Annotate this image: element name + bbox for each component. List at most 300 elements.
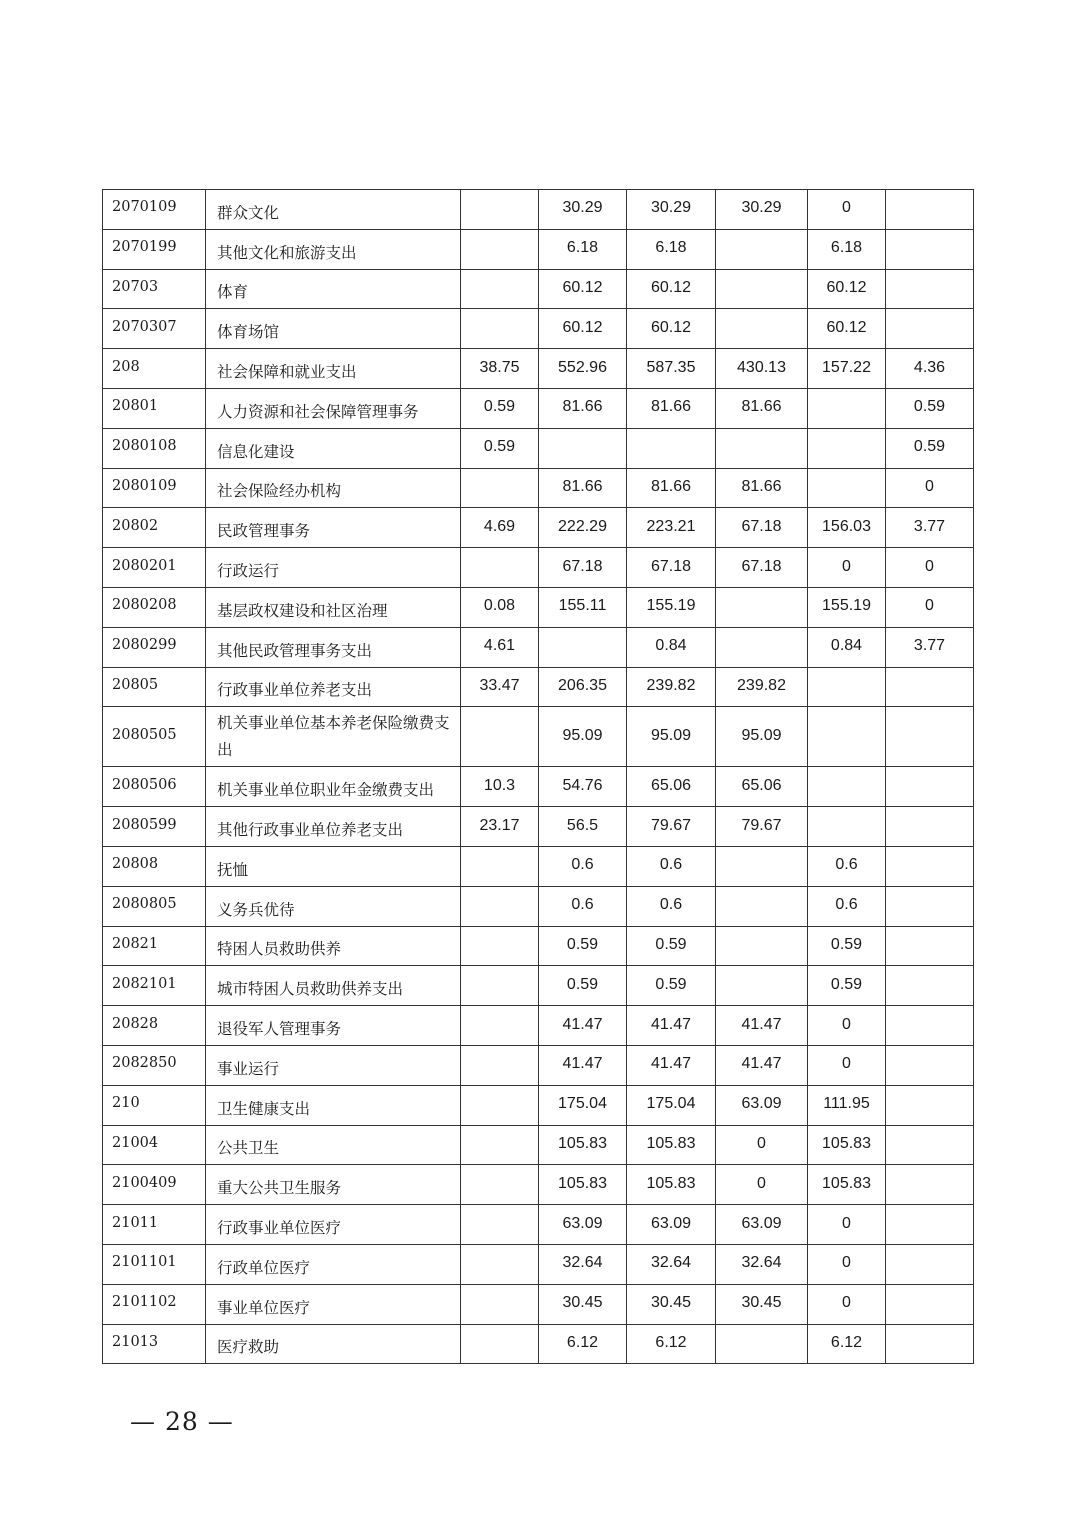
amount-cell-1	[461, 1244, 539, 1284]
amount-cell-2	[539, 190, 627, 230]
amount-cell-6	[886, 548, 974, 588]
subject-name-cell	[206, 548, 461, 588]
amount-cell-5	[808, 1284, 886, 1324]
subject-code: 21004	[112, 1134, 159, 1151]
amount-cell-4	[716, 349, 808, 389]
subject-code-cell	[103, 428, 206, 468]
amount-value: 33.47	[479, 676, 520, 694]
amount-value: 6.12	[655, 1333, 687, 1351]
table-row	[103, 707, 974, 767]
amount-cell-4	[716, 1244, 808, 1284]
amount-cell-6	[886, 349, 974, 389]
amount-cell-3	[627, 886, 716, 926]
amount-cell-6	[886, 468, 974, 508]
amount-cell-3	[627, 428, 716, 468]
amount-cell-5	[808, 807, 886, 847]
amount-value: 10.3	[483, 776, 516, 794]
amount-cell-3	[627, 1205, 716, 1245]
amount-value: 222.29	[558, 517, 607, 535]
amount-value: 105.83	[822, 1174, 871, 1192]
amount-cell-2	[539, 309, 627, 349]
amount-cell-5	[808, 229, 886, 269]
table-row	[103, 1125, 974, 1165]
amount-value: 105.83	[646, 1174, 696, 1192]
amount-cell-6	[886, 1284, 974, 1324]
amount-cell-4	[716, 767, 808, 807]
table-row	[103, 667, 974, 707]
subject-code: 2080599	[112, 816, 177, 833]
amount-value: 0	[925, 597, 934, 615]
amount-cell-5	[808, 587, 886, 627]
table-row	[103, 1165, 974, 1205]
subject-code-cell	[103, 229, 206, 269]
subject-code: 2080506	[112, 776, 177, 793]
amount-cell-6	[886, 587, 974, 627]
amount-value: 0	[842, 557, 851, 575]
amount-cell-3	[627, 1006, 716, 1046]
subject-code-cell	[103, 1324, 206, 1364]
subject-code-cell	[103, 1125, 206, 1165]
amount-value: 60.12	[650, 318, 692, 336]
amount-value: 0.59	[913, 438, 946, 456]
amount-cell-2	[539, 667, 627, 707]
amount-value: 239.82	[737, 676, 786, 694]
subject-code: 2080805	[112, 896, 177, 913]
subject-code: 2080108	[112, 438, 177, 455]
amount-value: 0	[925, 557, 934, 575]
amount-value: 105.83	[822, 1134, 871, 1152]
table-row	[103, 627, 974, 667]
subject-name-cell	[206, 468, 461, 508]
subject-code: 2101101	[112, 1254, 177, 1271]
amount-cell-5	[808, 707, 886, 767]
subject-name-cell	[206, 428, 461, 468]
table-row	[103, 1324, 974, 1364]
amount-cell-4	[716, 966, 808, 1006]
amount-value: 81.66	[562, 398, 603, 416]
amount-cell-5	[808, 966, 886, 1006]
amount-value: 6.18	[655, 239, 687, 257]
amount-cell-5	[808, 846, 886, 886]
amount-value: 0.59	[566, 935, 599, 953]
amount-cell-2	[539, 269, 627, 309]
table-row	[103, 309, 974, 349]
amount-cell-4	[716, 1085, 808, 1125]
amount-cell-2	[539, 966, 627, 1006]
subject-name-cell	[206, 966, 461, 1006]
amount-value: 111.95	[823, 1095, 870, 1113]
amount-cell-2	[539, 707, 627, 767]
amount-cell-5	[808, 667, 886, 707]
amount-value: 0.6	[659, 856, 683, 874]
amount-cell-2	[539, 229, 627, 269]
subject-name: 其他文化和旅游支出	[217, 243, 357, 262]
subject-code-cell	[103, 508, 206, 548]
amount-value: 65.06	[650, 776, 692, 794]
subject-code-cell	[103, 767, 206, 807]
table-row	[103, 269, 974, 309]
table-row	[103, 508, 974, 548]
amount-value: 157.22	[822, 358, 871, 376]
amount-value: 4.69	[483, 517, 516, 535]
amount-value: 63.09	[741, 1095, 782, 1113]
table-row	[103, 388, 974, 428]
amount-cell-3	[627, 926, 716, 966]
amount-value: 6.12	[566, 1333, 599, 1351]
subject-code-cell	[103, 190, 206, 230]
subject-code: 21011	[112, 1214, 159, 1231]
amount-cell-2	[539, 1165, 627, 1205]
amount-cell-1	[461, 269, 539, 309]
amount-cell-6	[886, 846, 974, 886]
amount-cell-5	[808, 1006, 886, 1046]
amount-value: 0	[842, 1015, 851, 1033]
subject-name-cell	[206, 707, 461, 767]
amount-cell-1	[461, 1205, 539, 1245]
amount-cell-6	[886, 388, 974, 428]
subject-name: 行政事业单位养老支出	[217, 681, 373, 700]
amount-value: 0.6	[659, 896, 683, 914]
budget-expenditure-table	[102, 189, 974, 1364]
amount-value: 3.77	[913, 637, 946, 655]
amount-cell-3	[627, 1045, 716, 1085]
amount-cell-2	[539, 1006, 627, 1046]
table-row	[103, 548, 974, 588]
amount-cell-4	[716, 667, 808, 707]
subject-name: 城市特困人员救助供养支出	[217, 980, 404, 999]
amount-cell-4	[716, 388, 808, 428]
amount-cell-6	[886, 309, 974, 349]
amount-cell-5	[808, 767, 886, 807]
subject-name: 事业运行	[217, 1059, 280, 1078]
amount-cell-1	[461, 1284, 539, 1324]
amount-cell-1	[461, 548, 539, 588]
amount-cell-6	[886, 926, 974, 966]
subject-name-cell	[206, 1085, 461, 1125]
amount-cell-5	[808, 1165, 886, 1205]
subject-name: 特困人员救助供养	[217, 940, 342, 959]
subject-name-cell	[206, 508, 461, 548]
subject-name-cell	[206, 886, 461, 926]
amount-cell-6	[886, 269, 974, 309]
subject-code: 2080208	[112, 597, 177, 614]
amount-value: 30.29	[562, 199, 603, 217]
amount-value: 67.18	[741, 557, 782, 575]
subject-code-cell	[103, 1284, 206, 1324]
subject-name-cell	[206, 1125, 461, 1165]
amount-value: 41.47	[562, 1015, 603, 1033]
subject-code-cell	[103, 1244, 206, 1284]
amount-value: 0.59	[830, 935, 863, 953]
subject-name: 信息化建设	[217, 442, 295, 461]
amount-cell-2	[539, 468, 627, 508]
subject-name: 体育	[217, 283, 249, 302]
amount-cell-2	[539, 1284, 627, 1324]
subject-name: 行政单位医疗	[217, 1258, 311, 1277]
subject-code: 20828	[112, 1015, 159, 1032]
amount-cell-6	[886, 667, 974, 707]
amount-cell-4	[716, 846, 808, 886]
amount-value: 30.45	[650, 1294, 692, 1312]
amount-cell-3	[627, 190, 716, 230]
table-row	[103, 468, 974, 508]
amount-cell-1	[461, 886, 539, 926]
amount-cell-1	[461, 428, 539, 468]
subject-code-cell	[103, 1205, 206, 1245]
subject-code: 20805	[112, 676, 159, 693]
amount-value: 32.64	[650, 1254, 692, 1272]
amount-value: 105.83	[558, 1174, 607, 1192]
amount-cell-4	[716, 707, 808, 767]
amount-cell-6	[886, 508, 974, 548]
subject-code-cell	[103, 468, 206, 508]
subject-code: 2080201	[112, 557, 177, 574]
amount-cell-3	[627, 349, 716, 389]
amount-cell-4	[716, 269, 808, 309]
amount-cell-2	[539, 428, 627, 468]
amount-cell-1	[461, 1165, 539, 1205]
amount-cell-6	[886, 428, 974, 468]
amount-cell-5	[808, 548, 886, 588]
amount-value: 0.6	[835, 856, 858, 874]
amount-cell-4	[716, 886, 808, 926]
subject-code-cell	[103, 926, 206, 966]
amount-cell-4	[716, 1165, 808, 1205]
amount-cell-4	[716, 1324, 808, 1364]
amount-cell-6	[886, 229, 974, 269]
subject-code-cell	[103, 807, 206, 847]
amount-value: 4.61	[483, 637, 516, 655]
subject-name: 卫生健康支出	[217, 1099, 311, 1118]
subject-name: 机关事业单位基本养老保险缴费支出	[217, 713, 450, 759]
subject-name-cell	[206, 807, 461, 847]
amount-cell-6	[886, 1244, 974, 1284]
amount-value: 60.12	[562, 278, 603, 296]
amount-cell-2	[539, 548, 627, 588]
subject-code: 210	[112, 1095, 140, 1112]
amount-cell-5	[808, 190, 886, 230]
table-row	[103, 1045, 974, 1085]
amount-cell-4	[716, 309, 808, 349]
amount-cell-2	[539, 508, 627, 548]
subject-name: 民政管理事务	[217, 522, 311, 541]
subject-name: 机关事业单位职业年金缴费支出	[217, 781, 435, 800]
amount-value: 63.09	[650, 1214, 692, 1232]
amount-cell-3	[627, 229, 716, 269]
amount-cell-2	[539, 1125, 627, 1165]
amount-value: 155.19	[822, 597, 871, 615]
amount-cell-3	[627, 846, 716, 886]
subject-code-cell	[103, 548, 206, 588]
amount-cell-5	[808, 1244, 886, 1284]
subject-code-cell	[103, 269, 206, 309]
amount-value: 0.59	[655, 975, 687, 993]
amount-cell-3	[627, 1244, 716, 1284]
amount-cell-5	[808, 388, 886, 428]
amount-cell-1	[461, 1324, 539, 1364]
amount-cell-6	[886, 1006, 974, 1046]
subject-code: 208	[112, 358, 140, 375]
subject-name: 抚恤	[217, 860, 249, 879]
amount-value: 0	[757, 1134, 766, 1152]
table-row	[103, 1284, 974, 1324]
amount-cell-4	[716, 1125, 808, 1165]
amount-value: 0	[842, 1254, 851, 1272]
amount-cell-5	[808, 309, 886, 349]
amount-cell-1	[461, 667, 539, 707]
subject-code: 2101102	[112, 1294, 177, 1311]
amount-cell-3	[627, 388, 716, 428]
amount-value: 95.09	[741, 726, 782, 744]
subject-code: 2080299	[112, 637, 177, 654]
table-row	[103, 1006, 974, 1046]
subject-code: 2070199	[112, 239, 177, 256]
amount-cell-1	[461, 1045, 539, 1085]
subject-name: 义务兵优待	[217, 900, 295, 919]
amount-value: 23.17	[479, 816, 520, 834]
subject-code: 2070307	[112, 318, 177, 335]
amount-value: 67.18	[562, 557, 603, 575]
table-row	[103, 846, 974, 886]
amount-value: 4.36	[913, 358, 946, 376]
table-row	[103, 587, 974, 627]
subject-name-cell	[206, 846, 461, 886]
amount-value: 81.66	[650, 477, 692, 495]
amount-cell-6	[886, 1125, 974, 1165]
amount-value: 30.45	[741, 1294, 782, 1312]
subject-code-cell	[103, 886, 206, 926]
subject-code: 2082101	[112, 975, 177, 992]
amount-value: 0	[925, 477, 934, 495]
amount-value: 0	[842, 1294, 851, 1312]
amount-cell-6	[886, 707, 974, 767]
amount-cell-6	[886, 767, 974, 807]
amount-cell-1	[461, 468, 539, 508]
amount-cell-1	[461, 349, 539, 389]
amount-cell-3	[627, 468, 716, 508]
amount-value: 79.67	[650, 816, 692, 834]
subject-name-cell	[206, 1244, 461, 1284]
amount-cell-2	[539, 926, 627, 966]
subject-code: 2080505	[112, 726, 177, 743]
subject-name: 人力资源和社会保障管理事务	[217, 402, 419, 421]
amount-value: 0.6	[571, 856, 594, 874]
amount-value: 0.59	[830, 975, 863, 993]
amount-cell-4	[716, 1284, 808, 1324]
amount-cell-1	[461, 1006, 539, 1046]
amount-cell-3	[627, 269, 716, 309]
amount-value: 65.06	[741, 776, 782, 794]
amount-value: 587.35	[646, 358, 696, 376]
amount-value: 0.84	[830, 637, 863, 655]
amount-cell-3	[627, 587, 716, 627]
amount-cell-2	[539, 587, 627, 627]
subject-name-cell	[206, 1165, 461, 1205]
amount-value: 6.18	[830, 239, 863, 257]
amount-value: 0	[842, 1055, 851, 1073]
subject-code-cell	[103, 667, 206, 707]
subject-name-cell	[206, 1045, 461, 1085]
amount-cell-4	[716, 1006, 808, 1046]
page-number: — 28 —	[130, 1407, 234, 1436]
table-row	[103, 767, 974, 807]
table-row	[103, 1205, 974, 1245]
amount-cell-6	[886, 886, 974, 926]
amount-cell-3	[627, 767, 716, 807]
subject-code: 20801	[112, 398, 159, 415]
amount-cell-2	[539, 1045, 627, 1085]
subject-name: 其他民政管理事务支出	[217, 641, 373, 660]
amount-value: 81.66	[741, 477, 782, 495]
subject-name-cell	[206, 269, 461, 309]
amount-value: 0.59	[483, 398, 516, 416]
subject-name-cell	[206, 1324, 461, 1364]
amount-cell-1	[461, 1125, 539, 1165]
amount-value: 105.83	[558, 1134, 607, 1152]
subject-name: 医疗救助	[217, 1338, 280, 1357]
amount-value: 38.75	[479, 358, 520, 376]
subject-name-cell	[206, 190, 461, 230]
amount-cell-6	[886, 1165, 974, 1205]
amount-cell-2	[539, 388, 627, 428]
amount-cell-6	[886, 966, 974, 1006]
subject-code: 20808	[112, 856, 159, 873]
amount-cell-4	[716, 428, 808, 468]
amount-value: 0.59	[483, 438, 516, 456]
amount-value: 32.64	[741, 1254, 782, 1272]
subject-name-cell	[206, 667, 461, 707]
amount-value: 32.64	[562, 1254, 603, 1272]
subject-name-cell	[206, 1006, 461, 1046]
subject-name: 事业单位医疗	[217, 1298, 311, 1317]
amount-cell-5	[808, 1324, 886, 1364]
subject-name: 退役军人管理事务	[217, 1020, 342, 1039]
amount-value: 156.03	[822, 517, 871, 535]
amount-cell-4	[716, 627, 808, 667]
amount-value: 0	[757, 1174, 766, 1192]
amount-value: 63.09	[562, 1214, 603, 1232]
amount-cell-4	[716, 229, 808, 269]
amount-value: 430.13	[737, 358, 786, 376]
amount-cell-3	[627, 1125, 716, 1165]
amount-cell-4	[716, 548, 808, 588]
amount-cell-1	[461, 966, 539, 1006]
amount-value: 239.82	[646, 676, 696, 694]
amount-value: 552.96	[558, 358, 607, 376]
amount-cell-3	[627, 627, 716, 667]
subject-name-cell	[206, 926, 461, 966]
amount-cell-5	[808, 1085, 886, 1125]
subject-code: 20821	[112, 935, 159, 952]
subject-name: 重大公共卫生服务	[217, 1179, 342, 1198]
amount-cell-3	[627, 707, 716, 767]
amount-value: 41.47	[741, 1055, 782, 1073]
amount-cell-1	[461, 388, 539, 428]
table-row	[103, 428, 974, 468]
amount-value: 175.04	[646, 1095, 696, 1113]
amount-cell-5	[808, 349, 886, 389]
amount-cell-2	[539, 349, 627, 389]
subject-code-cell	[103, 846, 206, 886]
amount-cell-1	[461, 627, 539, 667]
amount-cell-3	[627, 807, 716, 847]
amount-cell-3	[627, 667, 716, 707]
amount-cell-6	[886, 807, 974, 847]
amount-value: 3.77	[913, 517, 946, 535]
amount-cell-2	[539, 1324, 627, 1364]
subject-code: 20802	[112, 517, 159, 534]
table-row	[103, 1244, 974, 1284]
